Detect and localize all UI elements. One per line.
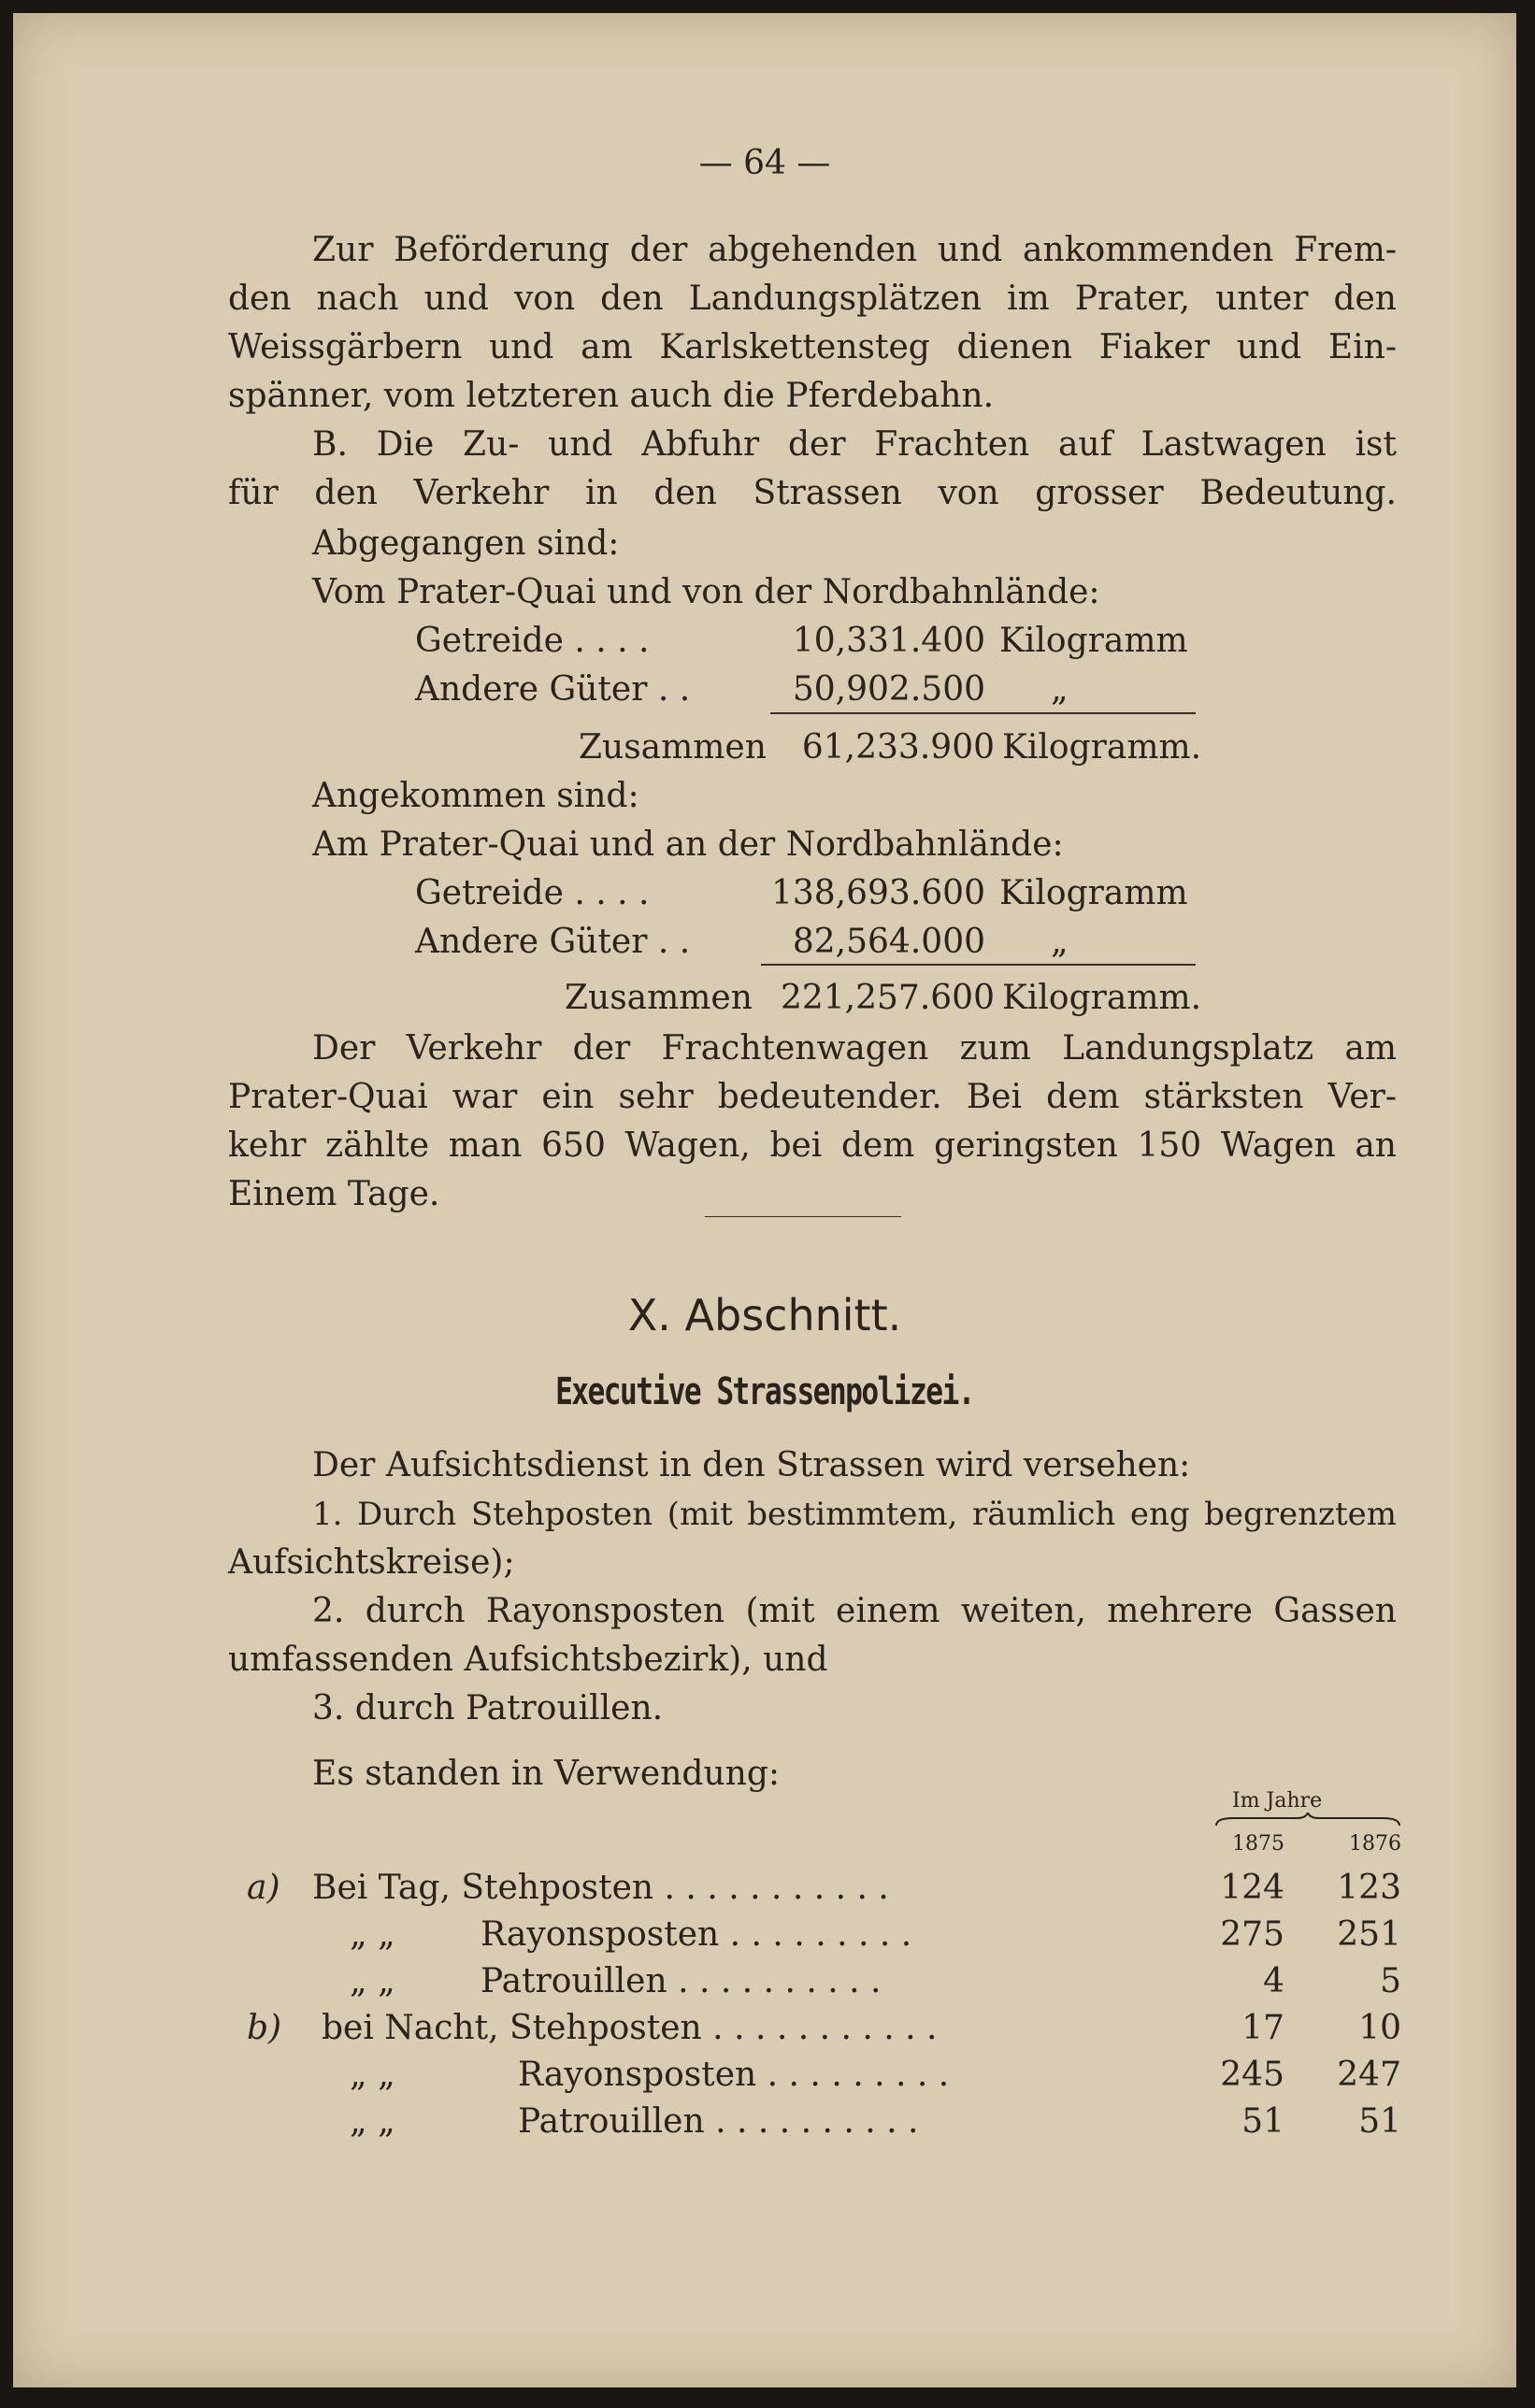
text-line: Einem Tage. — [228, 1175, 440, 1213]
text-line: Der Verkehr der Frachtenwagen zum Landungsplatz am — [312, 1029, 1397, 1068]
row-label: Patrouillen . . . . . . . . . . — [481, 1962, 882, 2000]
angekommen-heading: Angekommen sind: — [312, 777, 639, 815]
row-unit: Kilogramm — [999, 622, 1188, 660]
row-unit: „ — [1051, 923, 1069, 961]
row-label: Rayonsposten . . . . . . . . . — [518, 2056, 950, 2094]
abgegangen-sub: Vom Prater-Quai und von der Nordbahnlände: — [312, 573, 1100, 611]
cell-1876: 10 — [1358, 2009, 1401, 2047]
row-label: Patrouillen . . . . . . . . . . — [518, 2102, 919, 2141]
text-line: 2. durch Rayonsposten (mit einem weiten, mehrere Gassen — [312, 1592, 1397, 1630]
page-number: — 64 — — [698, 144, 831, 182]
cell-1875: 124 — [1220, 1869, 1284, 1907]
total-unit: Kilogramm. — [1002, 979, 1202, 1017]
text-line: Der Aufsichtsdienst in den Strassen wird versehen: — [312, 1446, 1191, 1484]
section-subtitle: Executive Strassenpolizei. — [555, 1370, 974, 1413]
sum-rule — [770, 712, 1196, 714]
row-value: 82,564.000 — [792, 923, 985, 961]
abgegangen-heading: Abgegangen sind: — [312, 524, 620, 563]
cell-1876: 5 — [1380, 1962, 1401, 2000]
total-value: 61,233.900 — [801, 728, 995, 767]
row-value: 10,331.400 — [792, 622, 985, 660]
sum-rule — [761, 964, 1196, 966]
cell-1876: 123 — [1337, 1869, 1401, 1907]
text-line: 3. durch Patrouillen. — [312, 1689, 664, 1727]
cell-1875: 51 — [1241, 2102, 1284, 2141]
total-label: Zusammen — [565, 979, 753, 1017]
text-line: kehr zählte man 650 Wagen, bei dem geringsten 150 Wagen an — [228, 1126, 1397, 1165]
text-line: für den Verkehr in den Strassen von grosser Bedeutung. — [228, 474, 1397, 512]
row-label: Andere Güter . . — [415, 670, 691, 709]
cell-1876: 251 — [1337, 1915, 1401, 1954]
row-ditto: „ „ — [350, 1962, 395, 2000]
section-title: X. Abschnitt. — [627, 1290, 902, 1340]
text-line: B. Die Zu- und Abfuhr der Frachten auf Lastwagen ist — [312, 425, 1397, 464]
row-unit: „ — [1051, 670, 1069, 709]
row-ditto: „ „ — [350, 2102, 395, 2141]
row-mark: b) — [247, 2009, 282, 2047]
year-header: 1876 — [1349, 1832, 1401, 1856]
total-unit: Kilogramm. — [1002, 728, 1202, 767]
cell-1875: 17 — [1241, 2009, 1284, 2047]
cell-1875: 4 — [1263, 1962, 1284, 2000]
total-label: Zusammen — [579, 728, 767, 767]
cell-1875: 245 — [1220, 2056, 1284, 2094]
year-header: 1875 — [1232, 1832, 1284, 1856]
brace-icon — [1214, 1813, 1401, 1831]
angekommen-sub: Am Prater-Quai und an der Nordbahnlände: — [312, 825, 1064, 864]
row-label: Andere Güter . . — [415, 923, 691, 961]
row-ditto: „ „ — [350, 2056, 395, 2094]
row-label: Getreide . . . . — [415, 874, 650, 912]
total-value: 221,257.600 — [780, 979, 995, 1017]
text-line: Aufsichtskreise); — [228, 1543, 515, 1582]
text-line: 1. Durch Stehposten (mit bestimmtem, räumlich eng begrenztem — [312, 1496, 1397, 1533]
cell-1876: 51 — [1358, 2102, 1401, 2141]
row-label: Rayonsposten . . . . . . . . . — [481, 1915, 912, 1954]
book-page — [13, 13, 1516, 2387]
row-label: Getreide . . . . — [415, 622, 650, 660]
text-line: Zur Beförderung der abgehenden und ankommenden Frem- — [312, 231, 1397, 269]
row-mark: a) — [247, 1869, 280, 1907]
row-ditto: „ „ — [350, 1915, 395, 1954]
cell-1875: 275 — [1220, 1915, 1284, 1954]
text-line: umfassenden Aufsichtsbezirk), und — [228, 1641, 828, 1679]
row-label: bei Nacht, Stehposten . . . . . . . . . . . — [322, 2009, 938, 2047]
section-divider — [705, 1216, 901, 1217]
row-value: 50,902.500 — [792, 670, 985, 709]
cell-1876: 247 — [1337, 2056, 1401, 2094]
table-intro: Es standen in Verwendung: — [312, 1755, 781, 1793]
text-line: Prater-Quai war ein sehr bedeutender. Bei dem stärksten Ver- — [228, 1078, 1397, 1116]
row-unit: Kilogramm — [999, 874, 1188, 912]
text-line: den nach und von den Landungsplätzen im Prater, unter den — [228, 280, 1397, 318]
row-label: Bei Tag, Stehposten . . . . . . . . . . . — [312, 1869, 889, 1907]
text-line: Weissgärbern und am Karlskettensteg dienen Fiaker und Ein- — [228, 328, 1397, 366]
row-value: 138,693.600 — [770, 874, 985, 912]
table-group-header: Im Jahre — [1232, 1789, 1323, 1813]
text-line: spänner, vom letzteren auch die Pferdebahn. — [228, 377, 995, 415]
